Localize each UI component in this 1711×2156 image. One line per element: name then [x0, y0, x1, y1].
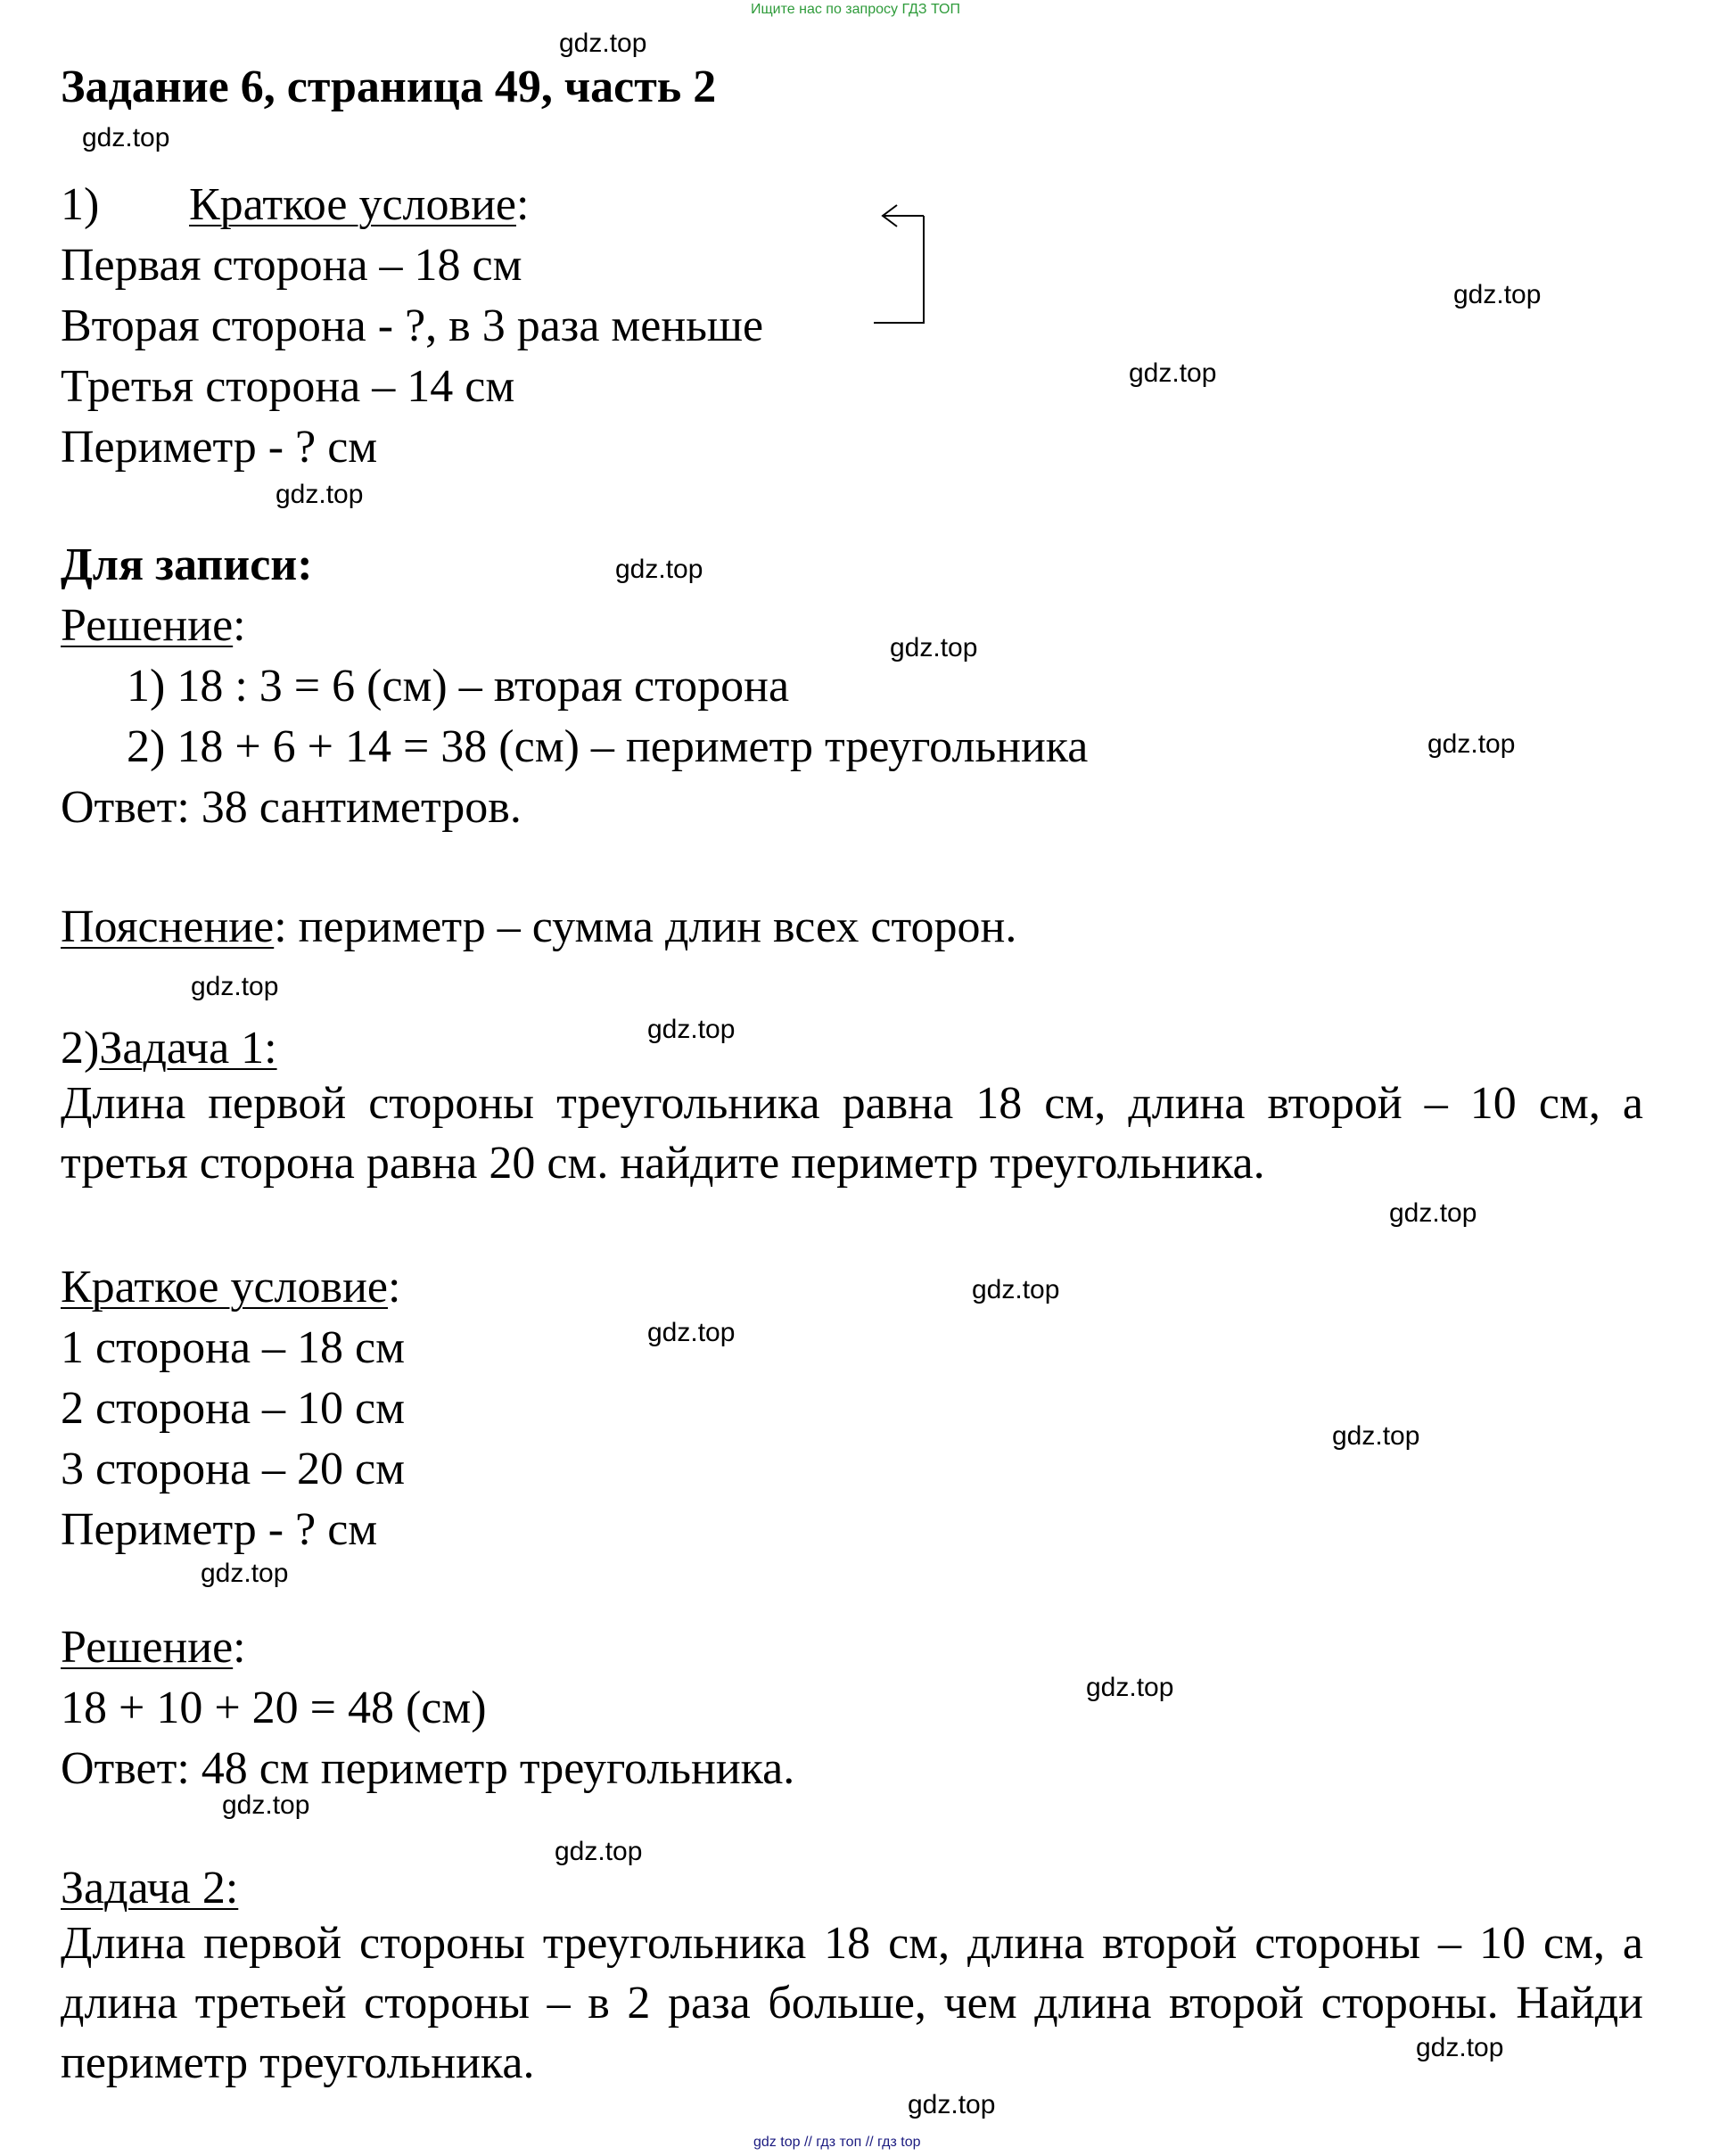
- watermark: gdz.top: [1389, 1198, 1477, 1228]
- task2-heading: [61, 1862, 238, 1914]
- part1-line-3: Третья сторона – 14 см: [61, 361, 515, 412]
- watermark: gdz.top: [1453, 280, 1542, 309]
- watermark: gdz.top: [201, 1559, 289, 1588]
- solution-label: Решение: [61, 600, 234, 651]
- part1-explanation: [61, 901, 1016, 953]
- part1-step-2: 2) 18 + 6 + 14 = 38 (см) – периметр треугольника: [127, 721, 1089, 772]
- bottom-link-2[interactable]: гдз топ: [816, 2135, 862, 2150]
- short-condition-label: Краткое условие: [61, 1262, 388, 1313]
- watermark: gdz.top: [222, 1790, 310, 1820]
- watermark: gdz.top: [276, 480, 364, 509]
- short-condition-label: Краткое условие: [189, 179, 516, 230]
- watermark: gdz.top: [1086, 1673, 1174, 1702]
- watermark: gdz.top: [908, 2090, 996, 2119]
- part2-answer: Ответ: 48 см периметр треугольника.: [61, 1743, 795, 1794]
- solution-label: Решение: [61, 1622, 234, 1673]
- task1-label: Задача 1:: [99, 1023, 277, 1074]
- explanation-label: Пояснение: [61, 901, 275, 952]
- separator: //: [865, 2135, 874, 2150]
- for-record-heading: Для записи:: [61, 539, 313, 590]
- task1-text: Длина первой стороны треугольника равна 18 см, длина второй – 10 см, а третья сторона равна 20 см. найдите периметр треугольника.: [61, 1078, 1643, 1189]
- task1-heading: [61, 1022, 277, 1074]
- watermark: gdz.top: [890, 633, 978, 662]
- part1-solution-heading: Решение:: [61, 600, 246, 651]
- watermark: gdz.top: [559, 29, 647, 58]
- part2-line-4: Периметр - ? см: [61, 1504, 378, 1555]
- explanation-text: : периметр – сумма длин всех сторон.: [274, 901, 1017, 952]
- bottom-link-1[interactable]: gdz top: [753, 2135, 801, 2150]
- part2-short-condition-heading: [61, 1261, 400, 1313]
- separator: //: [803, 2135, 812, 2150]
- part1-step-1: 1) 18 : 3 = 6 (см) – вторая сторона: [127, 661, 790, 712]
- task2-text: Длина первой стороны треугольника 18 см, длина второй стороны – 10 см, а длина третьей стороны – в 2 раза больше, чем длина второй стороны. Найди периметр треугольника.: [61, 1918, 1643, 2088]
- part2-prefix: 2): [61, 1023, 100, 1074]
- part1-line-4: Периметр - ? см: [61, 422, 378, 473]
- colon: :: [387, 1262, 401, 1313]
- task2-label: Задача 2:: [61, 1863, 239, 1913]
- colon: :: [515, 179, 530, 230]
- page-title: Задание 6, страница 49, часть 2: [61, 62, 717, 112]
- watermark: gdz.top: [82, 123, 170, 152]
- part2-line-1: 1 сторона – 18 см: [61, 1322, 406, 1373]
- part2-line-3: 3 сторона – 20 см: [61, 1444, 406, 1494]
- part2-line-2: 2 сторона – 10 см: [61, 1383, 406, 1434]
- bottom-links: [753, 2135, 921, 2151]
- part1-answer: Ответ: 38 сантиметров.: [61, 782, 522, 833]
- watermark: gdz.top: [647, 1015, 736, 1044]
- watermark: gdz.top: [647, 1318, 736, 1347]
- watermark: gdz.top: [1129, 358, 1217, 388]
- watermark: gdz.top: [615, 555, 703, 584]
- part1-line-2: Вторая сторона - ?, в 3 раза меньше: [61, 300, 764, 351]
- top-banner[interactable]: Ищите нас по запросу ГДЗ ТОП: [751, 2, 960, 17]
- watermark: gdz.top: [1427, 729, 1516, 759]
- part2-solution-line: 18 + 10 + 20 = 48 (см): [61, 1683, 487, 1733]
- part1-line-1: Первая сторона – 18 см: [61, 240, 522, 291]
- watermark: gdz.top: [1416, 2033, 1504, 2062]
- watermark: gdz.top: [972, 1275, 1060, 1304]
- part2-solution-heading: Решение:: [61, 1622, 246, 1673]
- watermark: gdz.top: [191, 972, 279, 1001]
- bracket-arrow-icon: [874, 198, 927, 332]
- part1-short-condition-heading: [189, 178, 529, 231]
- bottom-link-3[interactable]: гдз top: [877, 2135, 921, 2150]
- watermark: gdz.top: [555, 1837, 643, 1866]
- watermark: gdz.top: [1332, 1421, 1420, 1451]
- part1-number: 1): [61, 179, 100, 230]
